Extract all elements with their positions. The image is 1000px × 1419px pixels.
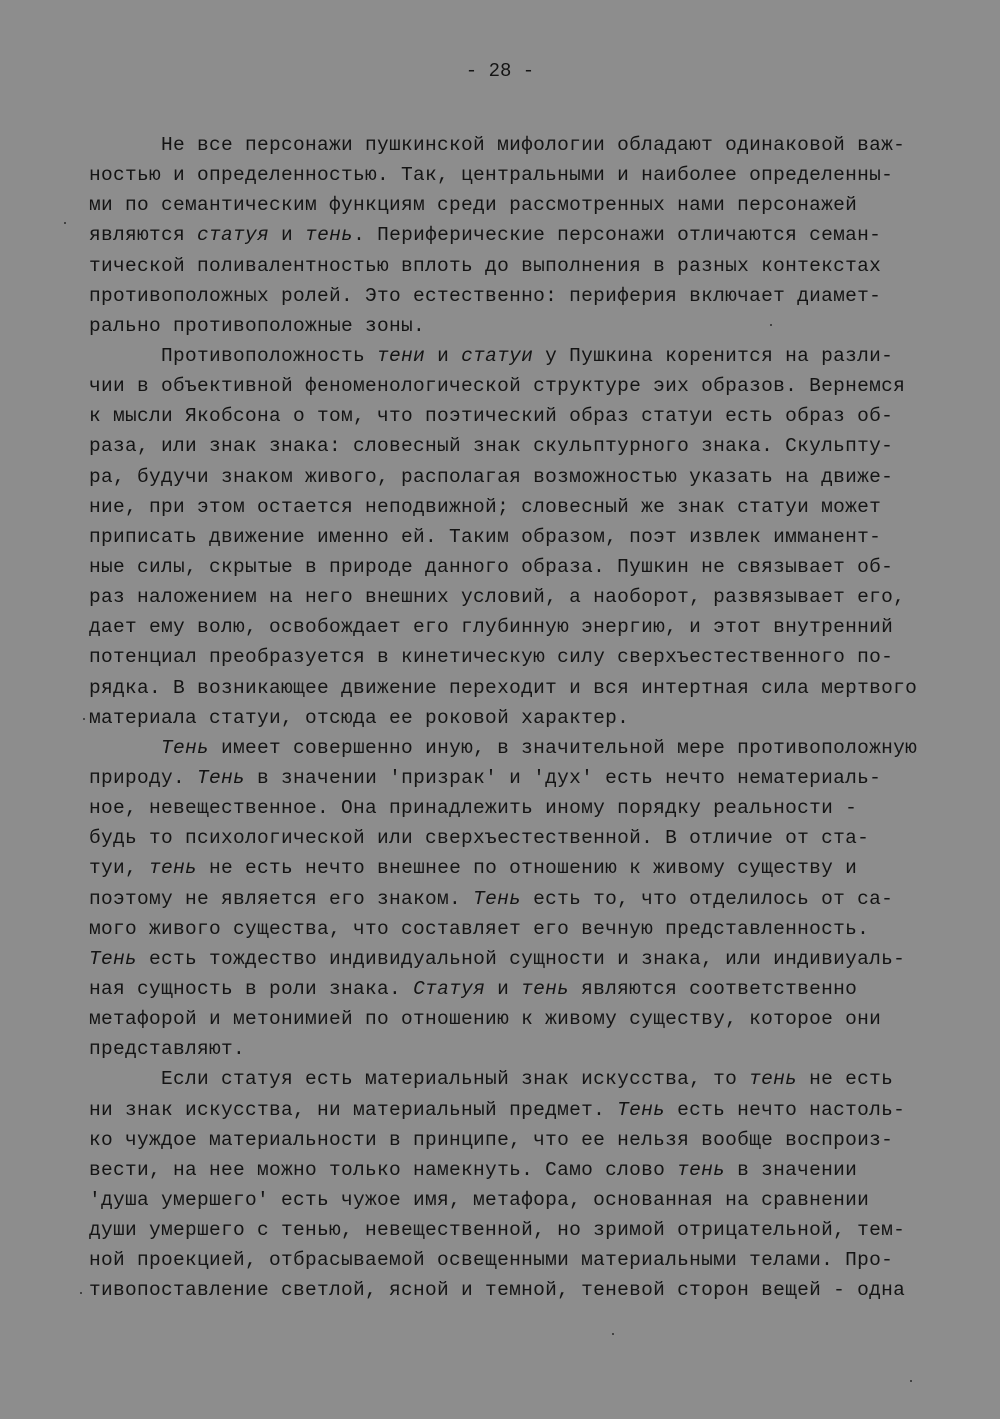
text-run: противоположных ролей. Это естественно: периферия включает диамет- [89,284,882,307]
text-line [89,1004,919,1034]
text-line [89,733,919,763]
text-run: тивопоставление светлой, ясной и темной, теневой сторон вещей - одна [89,1279,906,1302]
text-line [89,1155,919,1185]
scan-speck [770,324,772,326]
text-run: мого живого существа, что составляет его вечную представленность. [89,917,870,940]
italic-term: Тень [617,1098,666,1121]
text-line [89,1245,919,1275]
text-line [89,823,919,853]
scan-speck [64,222,66,224]
text-run: ностью и определенностью. Так, центральными и наиболее определенны- [89,164,894,187]
text-run: ной проекцией, отбрасываемой освещенными материальными телами. Про- [89,1249,894,1272]
text-line [89,522,919,552]
text-line [89,1185,919,1215]
text-run: есть то, что отделилось от са- [521,887,894,910]
text-run: представляют. [89,1038,246,1061]
text-run: не есть [797,1068,894,1091]
text-line [89,944,919,974]
scan-speck [80,1292,82,1294]
text-run: ко чуждое материальности в принципе, что ее нельзя вообще воспроиз- [89,1128,894,1151]
italic-term: тень [749,1068,798,1091]
text-run: метафорой и метонимией по отношению к живому существу, которое они [89,1008,882,1031]
text-line [89,130,919,160]
text-line [89,853,919,883]
text-run: дает ему волю, освобождает его глубинную энергию, и этот внутренний [89,616,894,639]
italic-term: Тень [197,766,246,789]
text-run: природу. [89,766,198,789]
text-line [89,793,919,823]
text-run: материала статуи, отсюда ее роковой характер. [89,706,630,729]
italic-term: статуи [461,344,534,367]
italic-term: Тень [89,947,138,970]
italic-term: тень [149,857,198,880]
text-run: в значении 'призрак' и 'дух' есть нечто нематериаль- [245,766,882,789]
text-line [89,220,919,250]
text-line [89,281,919,311]
text-run: имеет совершенно иную, в значительной мере противоположную [209,736,918,759]
text-run: ное, невещественное. Она принадлежить иному порядку реальности - [89,797,858,820]
italic-term: Тень [161,736,210,759]
text-run: поэтому не является его знаком. [89,887,474,910]
italic-term: статуя [197,224,270,247]
text-line [89,1064,919,1094]
text-run: Не все персонажи пушкинской мифологии обладают одинаковой важ- [89,134,906,156]
text-run: являются [89,224,198,247]
text-run: . Периферические персонажи отличаются семан- [353,224,882,247]
text-run: у Пушкина коренится на разли- [533,344,894,367]
text-line [89,1275,919,1305]
text-run: 'душа умершего' есть чужое имя, метафора, основанная на сравнении [89,1188,870,1211]
text-line [89,703,919,733]
scan-speck [612,1333,614,1335]
text-line [89,612,919,642]
italic-term: Статуя [413,977,486,1000]
text-run: ние, при этом остается неподвижной; словесный же знак статуи может [89,495,882,518]
text-run: раза, или знак знака: словесный знак скульптурного знака. Скульпту- [89,435,894,458]
text-line [89,642,919,672]
text-run: Если статуя есть материальный знак искусства, то [89,1068,750,1091]
text-run [89,737,161,759]
text-run: приписать движение именно ей. Таким образом, поэт извлек имманент- [89,525,882,548]
text-run: и [269,224,306,247]
text-run: туи, [89,857,150,880]
text-line [89,462,919,492]
text-line [89,160,919,190]
text-run: ная сущность в роли знака. [89,977,414,1000]
text-line [89,341,919,371]
text-line [89,401,919,431]
text-line [89,431,919,461]
text-line [89,311,919,341]
text-line [89,552,919,582]
text-line [89,974,919,1004]
text-run: Противоположность [89,344,378,367]
scan-speck [910,1380,912,1382]
text-line [89,1215,919,1245]
italic-term: тени [377,344,426,367]
text-run: есть нечто настоль- [665,1098,906,1121]
text-line [89,492,919,522]
text-run: будь то психологической или сверхъестественной. В отличие от ста- [89,827,870,850]
text-run: и [425,344,462,367]
text-run: являются соответственно [569,977,858,1000]
text-line [89,763,919,793]
text-run: и [485,977,522,1000]
text-line [89,914,919,944]
text-run: в значении [725,1158,858,1181]
text-run: есть тождество индивидуальной сущности и знака, или индивиуаль- [137,947,906,970]
text-line [89,884,919,914]
text-line [89,1125,919,1155]
italic-term: тень [677,1158,726,1181]
text-run: рально противоположные зоны. [89,314,426,337]
text-run: к мысли Якобсона о том, что поэтический образ статуи есть образ об- [89,405,894,428]
body-text [89,130,919,1305]
text-line [89,251,919,281]
text-run: чии в объективной феноменологической структуре эих образов. Вернемся [89,375,906,398]
scan-speck [83,718,85,720]
italic-term: тень [305,224,354,247]
text-run: вести, на нее можно только намекнуть. Само слово [89,1158,678,1181]
text-run: ные силы, скрытые в природе данного образа. Пушкин не связывает об- [89,555,894,578]
text-line [89,1095,919,1125]
text-line [89,1034,919,1064]
text-run: тической поливалентностью вплоть до выполнения в разных контекстах [89,254,882,277]
text-run: не есть нечто внешнее по отношению к живому существу и [197,857,858,880]
text-run: ра, будучи знаком живого, располагая возможностью указать на движе- [89,465,894,488]
page-number: - 28 - [465,60,535,82]
text-line [89,371,919,401]
italic-term: Тень [473,887,522,910]
text-run: потенциал преобразуется в кинетическую силу сверхъестественного по- [89,646,894,669]
text-run: души умершего с тенью, невещественной, но зримой отрицательной, тем- [89,1219,906,1242]
text-line [89,190,919,220]
italic-term: тень [521,977,570,1000]
text-run: раз наложением на него внешних условий, а наоборот, развязывает его, [89,586,906,609]
text-run: ми по семантическим функциям среди рассмотренных нами персонажей [89,194,858,217]
text-line [89,582,919,612]
text-run: рядка. В возникающее движение переходит и вся интертная сила мертвого [89,676,918,699]
text-line [89,673,919,703]
text-run: ни знак искусства, ни материальный предмет. [89,1098,618,1121]
